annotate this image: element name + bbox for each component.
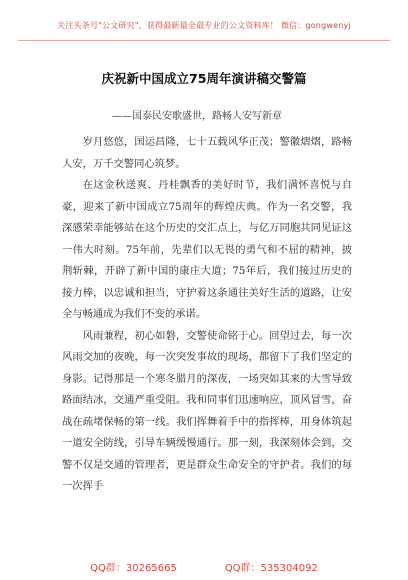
footer-qq-group-1: QQ群：30265665 (90, 563, 177, 574)
paragraph: 风雨兼程，初心如磐，交警使命铭于心。回望过去，每一次风雨交加的夜晚，每一次突发事故的现场，都留下了我们坚定的身影。记得那是一个寒冬腊月的深夜，一场突如其来的大雪导致路面结冰，交通严重受阻。我和同事们迅速响应，顶风冒雪，奋战在疏堵保畅的第一线。我们挥舞着手中的指挥棒，用身体筑起一道安全防线，引导车辆缓慢通行。那一刻，我深刻体会到，交警不仅是交通的管理者，更是群众生命安全的守护者。我们的每一次挥手 (62, 329, 352, 492)
footer-qq-group-2: QQ群：535304092 (224, 563, 318, 574)
header-divider (18, 40, 390, 41)
paragraph: 在这金秋送爽、丹桂飘香的美好时节，我们满怀喜悦与自豪，迎来了新中国成立75周年的辉煌庆典。作为一名交警，我深感荣幸能够站在这个历史的交汇点上，与亿万同胞共同见证这一伟大时刻。75年前，先辈们以无畏的勇气和不屈的精神，披荆斩棘，开辟了新中国的康庄大道；75年后，我们接过历史的接力棒，以忠诚和担当，守护着这条通往美好生活的道路，让安全与畅通成为我们不变的承诺。 (62, 179, 352, 320)
header-note: 关注头条号"公文研究"，获得最新最全最专业的公文资料库！ 微信：gongwenyj (57, 21, 351, 30)
document-subtitle: ——国泰民安歌盛世，路畅人安写新章 (112, 111, 282, 122)
paragraph: 岁月悠悠，国运昌隆，七十五载风华正茂；警徽熠熠，路畅人安，万千交警同心筑梦。 (62, 136, 352, 170)
footer (0, 559, 408, 574)
document-title: 庆祝新中国成立75周年演讲稿交警篇 (101, 71, 307, 86)
document-body (62, 132, 352, 498)
